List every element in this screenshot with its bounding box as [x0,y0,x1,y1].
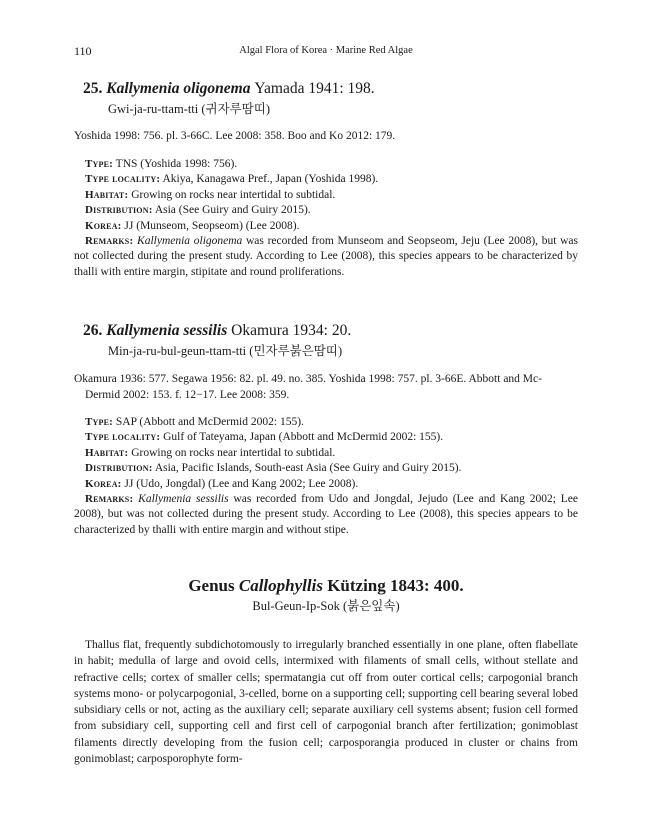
distribution-value: Asia (See Guiry and Guiry 2015). [154,204,311,217]
type-locality-label: Type locality: [85,431,161,444]
korea-value: JJ (Munseom, Seopseom) (Lee 2008). [124,219,300,232]
remarks-paragraph [74,234,578,280]
remarks-label: Remarks: [85,493,134,506]
genus-authority: Kützing 1843: 400. [327,576,464,595]
korean-name: Min-ja-ru-bul-geun-ttam-tti (민자루붉은땀띠) [108,344,343,358]
distribution-label: Distribution: [85,204,153,217]
page-number: 110 [74,44,92,58]
species-heading [83,80,375,98]
type-value: SAP (Abbott and McDermid 2002: 155). [115,416,304,428]
genus-korean-name: Bul-Geun-Ip-Sok (붉은잎속) [252,599,400,613]
habitat-row [74,446,578,461]
species-number: 26. [83,322,103,339]
species-heading [83,322,351,340]
habitat-row [74,188,578,203]
korea-label: Korea: [85,219,122,232]
species-fields [74,157,578,280]
citation-line: Okamura 1936: 577. Segawa 1956: 82. pl. 49. no. 385. Yoshida 1998: 757. pl. 3-66E. Abbott and Mc- [74,373,542,385]
distribution-row [74,203,578,218]
species-fields [74,415,578,538]
korea-label: Korea: [85,477,122,490]
habitat-label: Habitat: [85,188,129,201]
citation-line: Dermid 2002: 153. f. 12−17. Lee 2008: 359. [85,389,290,401]
remarks-text: was recorded from Munseom and Seopseom, Jeju (Lee 2008), but was not collected during the present study. According to Lee (2008), this species appears to be characterized by thalli with entire margin, stipitate and round proliferations. [74,235,579,278]
korea-value: JJ (Udo, Jongdal) (Lee and Kang 2002; Lee 2008). [124,477,359,490]
species-authority: Okamura 1934: 20. [231,322,352,339]
remarks-text: was recorded from Udo and Jongdal, Jejudo (Lee and Kang 2002; Lee 2008), but was not collected during the present study. According to Lee (2008), this species appears to be characterized by thalli with entire margin and without stipe. [74,493,578,536]
genus-heading [0,576,652,596]
citation-line: Yoshida 1998: 756. pl. 3-66C. Lee 2008: 358. Boo and Ko 2012: 179. [74,130,396,142]
korea-row [74,219,578,234]
species-name: Kallymenia oligonema [106,80,251,97]
distribution-label: Distribution: [85,462,153,475]
remarks-label: Remarks: [85,235,134,248]
type-locality-row [74,430,578,445]
type-locality-row [74,172,578,187]
citation-block [74,371,578,403]
genus-prefix: Genus [188,576,235,595]
genus-description: Thallus flat, frequently subdichotomously to irregularly branched essentially in one plane, often flabellate in habit; medulla of large and ovoid cells, intermixed with filaments of small cells, without stellate and refractive cells; cortex of smaller cells; spermatangia cut off from outer cortical cells; carpogonial branch systems mono- or polycarpogonial, 3-celled, borne on a supporting cell; supporting cell bearing several lobed subsidiary cells or not, acting as the auxiliary cell; separate auxiliary cell systems absent; fusion cell formed from subsidiary cell, supporting cell and first cell of carpogonial branch after fertilization; gonimoblast filaments directly developing from the fusion cell; carposporangia produced in cluster or chains from gonimoblast; carposporophyte form- [74,639,578,766]
type-locality-value: Gulf of Tateyama, Japan (Abbott and McDermid 2002: 155). [163,431,444,444]
running-title: Algal Flora of Korea · Marine Red Algae [239,45,413,56]
genus-name: Callophyllis [238,576,323,595]
type-label: Type: [85,416,113,428]
remarks-species: Kallymenia oligonema [137,235,243,248]
habitat-value: Growing on rocks near intertidal to subtidal. [131,188,336,201]
distribution-value: Asia, Pacific Islands, South-east Asia (See Guiry and Guiry 2015). [154,462,462,475]
korean-name: Gwi-ja-ru-ttam-tti (귀자루땀띠) [108,102,271,116]
species-number: 25. [83,80,103,97]
habitat-value: Growing on rocks near intertidal to subtidal. [131,446,336,459]
type-value: TNS (Yoshida 1998: 756). [115,158,238,170]
citation-block [74,128,578,144]
distribution-row [74,461,578,476]
type-locality-value: Akiya, Kanagawa Pref., Japan (Yoshida 1998). [162,173,379,186]
habitat-label: Habitat: [85,446,129,459]
type-label: Type: [85,158,113,170]
remarks-paragraph [74,492,578,538]
species-name: Kallymenia sessilis [106,322,228,339]
type-row [74,415,578,430]
korea-row [74,477,578,492]
type-row [74,157,578,172]
remarks-species: Kallymenia sessilis [138,493,229,506]
species-authority: Yamada 1941: 198. [254,80,375,97]
type-locality-label: Type locality: [85,173,161,186]
